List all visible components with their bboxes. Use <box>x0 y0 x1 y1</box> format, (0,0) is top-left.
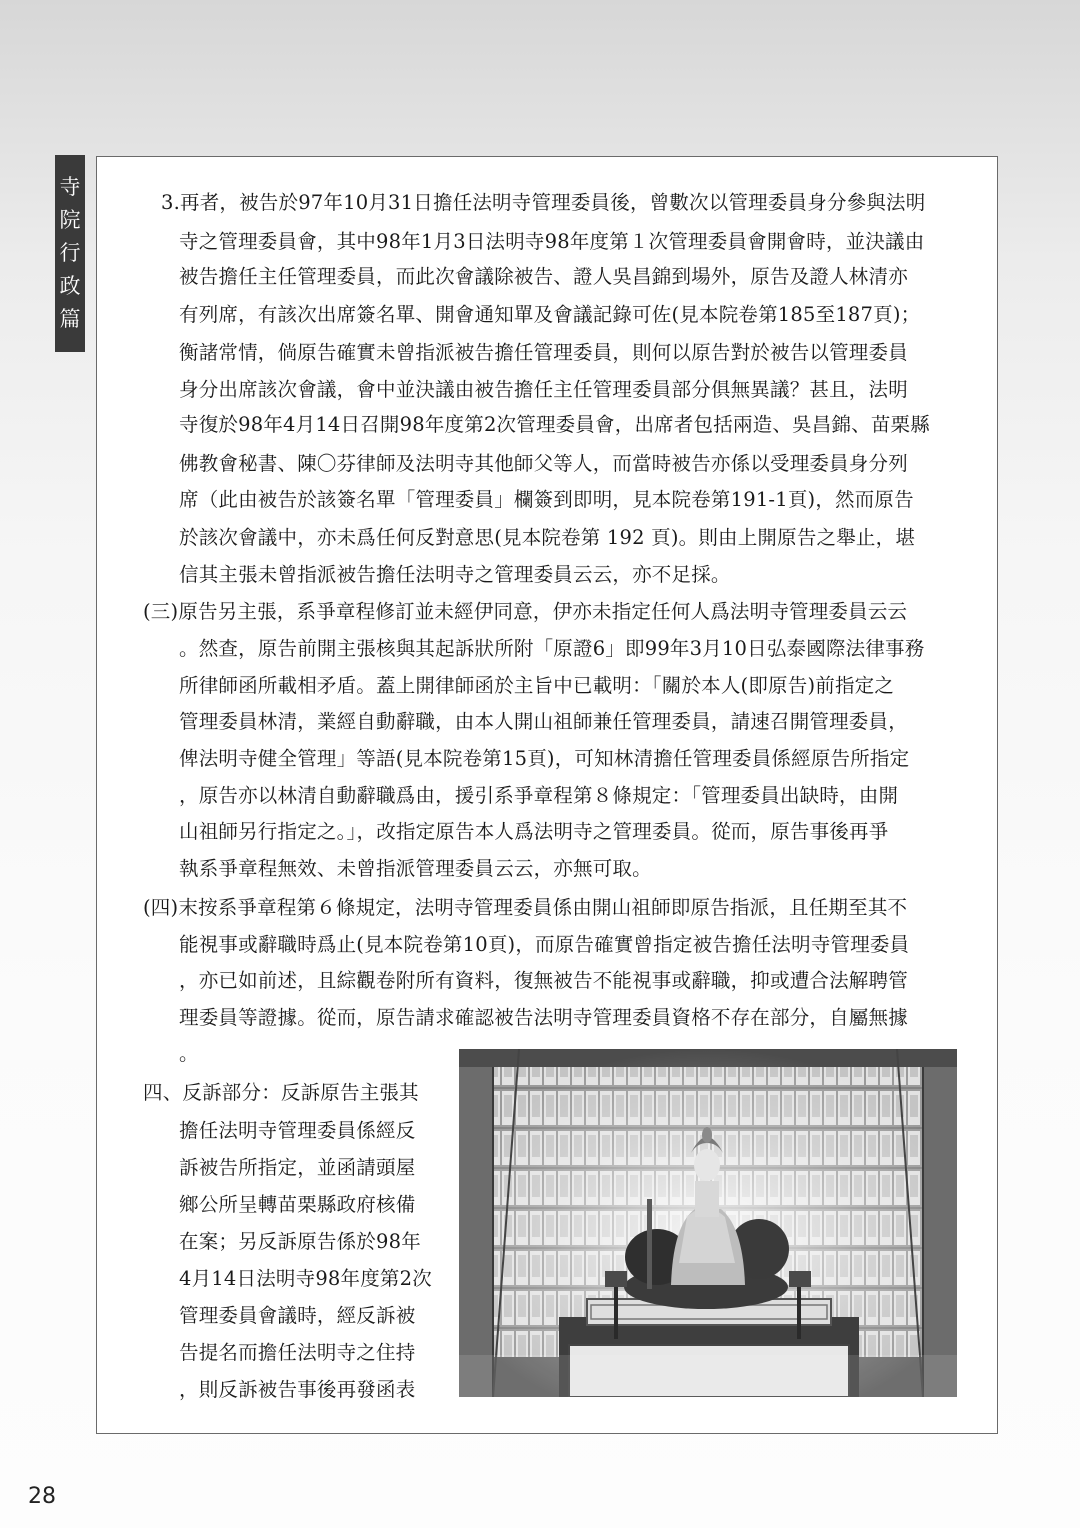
text-line: 佛教會秘書、陳〇芬律師及法明寺其他師父等人，而當時被告亦係以受理委員身分列 <box>179 452 908 475</box>
text-line: 衡諸常情，倘原告確實未曾指派被告擔任管理委員，則何以原告對於被告以管理委員 <box>179 341 908 364</box>
text-line: 在案；另反訴原告係於98年 <box>179 1230 421 1253</box>
text-line: 寺之管理委員會，其中98年1月3日法明寺98年度第１次管理委員會開會時，並決議由 <box>179 230 925 253</box>
text-line: 3.再者，被告於97年10月31日擔任法明寺管理委員後，曾數次以管理委員身分參與法明 <box>161 191 926 214</box>
section-tab-char: 政 <box>59 274 81 298</box>
text-line: 四、反訴部分：反訴原告主張其 <box>143 1081 419 1104</box>
text-line: 執系爭章程無效、未曾指派管理委員云云，亦無可取。 <box>179 857 652 880</box>
text-line: 管理委員會議時，經反訴被 <box>179 1304 416 1327</box>
text-line: 理委員等證據。從而，原告請求確認被告法明寺管理委員資格不存在部分，自屬無據 <box>179 1006 908 1029</box>
text-line: 鄉公所呈轉苗栗縣政府核備 <box>179 1193 416 1216</box>
text-line: 信其主張未曾指派被告擔任法明寺之管理委員云云，亦不足採。 <box>179 563 731 586</box>
section-tab-char: 篇 <box>59 307 81 331</box>
text-line: 4月14日法明寺98年度第2次 <box>179 1267 432 1290</box>
text-line: (四)末按系爭章程第６條規定，法明寺管理委員係由開山祖師即原告指派，且任期至其不 <box>143 896 908 919</box>
section-tab-char: 行 <box>59 241 81 265</box>
section-tab <box>55 155 85 352</box>
guanyin-statue-photo <box>459 1049 957 1397</box>
text-line: 席（此由被告於該簽名單「管理委員」欄簽到即明，見本院卷第191-1頁)，然而原告 <box>179 488 914 511</box>
text-line: 能視事或辭職時爲止(見本院卷第10頁)，而原告確實曾指定被告擔任法明寺管理委員 <box>179 933 910 956</box>
text-line: 。 <box>179 1042 199 1065</box>
text-line: 所律師函所載相矛盾。蓋上開律師函於主旨中已載明：「關於本人(即原告)前指定之 <box>179 674 895 697</box>
text-line: ，原告亦以林清自動辭職爲由，援引系爭章程第８條規定：「管理委員出缺時，由開 <box>179 784 899 807</box>
content-panel <box>96 156 998 1434</box>
text-line: 有列席，有該次出席簽名單、開會通知單及會議記錄可佐(見本院卷第185至187頁)； <box>179 303 921 326</box>
section-tab-char: 院 <box>59 208 81 232</box>
text-line: 被告擔任主任管理委員，而此次會議除被告、證人吳昌錦到場外，原告及證人林清亦 <box>179 265 908 288</box>
section-tab-char: 寺 <box>59 175 81 199</box>
page-number: 28 <box>28 1484 56 1509</box>
text-line: 管理委員林清，業經自動辭職，由本人開山祖師兼任管理委員，請速召開管理委員， <box>179 710 908 733</box>
text-line: ，則反訴被告事後再發函表 <box>179 1378 416 1401</box>
text-line: (三)原告另主張，系爭章程修訂並未經伊同意，伊亦未指定任何人爲法明寺管理委員云云 <box>143 600 908 623</box>
text-line: 告提名而擔任法明寺之住持 <box>179 1341 416 1364</box>
text-line: 寺復於98年4月14日召開98年度第2次管理委員會，出席者包括兩造、吳昌錦、苗栗縣 <box>179 413 930 436</box>
text-line: 身分出席該次會議，會中並決議由被告擔任主任管理委員部分俱無異議？甚且，法明 <box>179 378 908 401</box>
text-line: 訴被告所指定，並函請頭屋 <box>179 1156 416 1179</box>
text-line: 俾法明寺健全管理」等語(見本院卷第15頁)，可知林清擔任管理委員係經原告所指定 <box>179 747 910 770</box>
text-line: ，亦已如前述，且綜觀卷附所有資料，復無被告不能視事或辭職，抑或遭合法解聘管 <box>179 969 908 992</box>
text-line: 山祖師另行指定之。」，改指定原告本人爲法明寺之管理委員。從而，原告事後再爭 <box>179 820 889 843</box>
text-line: 。然查，原告前開主張核與其起訴狀所附「原證6」即99年3月10日弘泰國際法律事務 <box>179 637 925 660</box>
text-line: 於該次會議中，亦未爲任何反對意思(見本院卷第 192 頁)。則由上開原告之舉止，堪 <box>179 526 916 549</box>
text-line: 擔任法明寺管理委員係經反 <box>179 1119 416 1142</box>
